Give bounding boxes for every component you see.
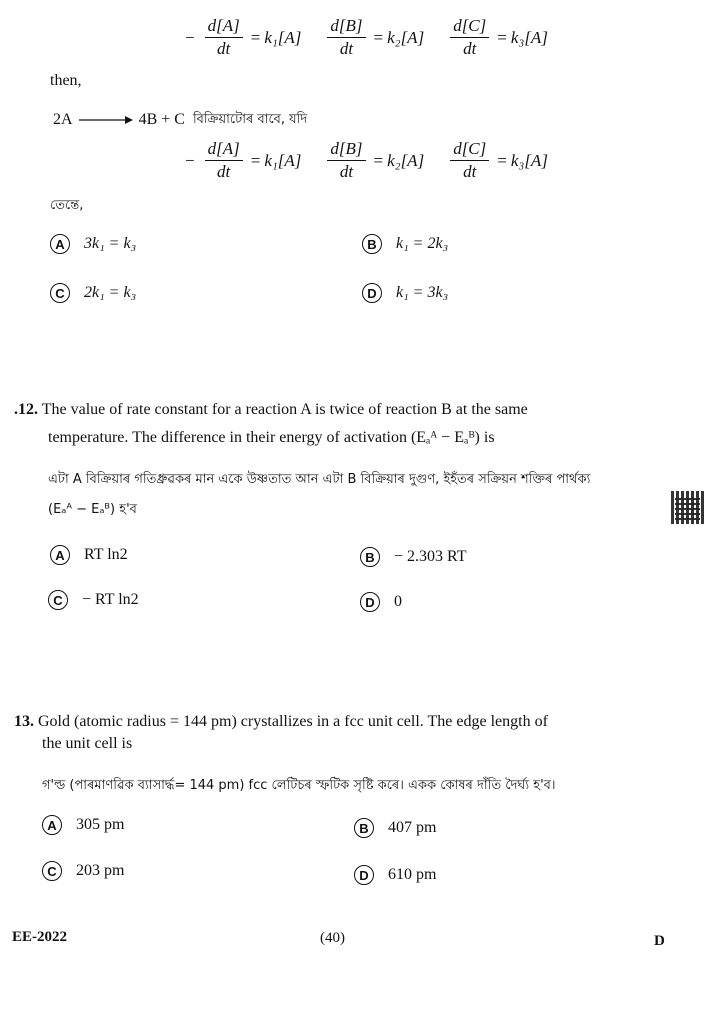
option-d-bubble[interactable]: D xyxy=(362,283,382,303)
option-c-text: − RT ln2 xyxy=(82,591,139,608)
rate-equation-1: − $\frac{d[A]}{dt}$ = k₁[A] $\frac{d[B]}{dt}$ = k₂[A] $\frac{d[C]}{dt}$ = k₃[A] xyxy=(185,16,548,58)
minus-sign: − xyxy=(185,150,195,170)
q13-option-d[interactable] xyxy=(354,865,436,885)
fraction-dB-dt: $\frac{d[B]}{dt}$ xyxy=(327,139,365,182)
option-a-text: 3k₁ = k₃ xyxy=(84,235,137,252)
reaction-arrow-icon xyxy=(77,114,135,126)
reaction-bn-text: বিক্ৰিয়াটোৰ বাবে, যদি xyxy=(192,112,308,127)
fraction-dA-dt: $\frac{d[A]}{dt}$ xyxy=(205,139,243,182)
rate-equation-2: − $\frac{d[A]}{dt}$ = k₁[A] $\frac{d[B]}{dt}$ = k₂[A] $\frac{d[C]}{dt}$ = k₃[A] xyxy=(185,139,548,181)
rate-term-k3: k₃[A] xyxy=(510,150,548,170)
option-c-bubble[interactable]: C xyxy=(42,861,62,881)
reaction-lhs: 2A xyxy=(53,111,73,128)
rate-term-k2: k₂[A] xyxy=(387,150,425,170)
q12-option-d[interactable] xyxy=(360,592,402,612)
rate-term-k1: k₁[A] xyxy=(264,150,302,170)
then-text: then, xyxy=(50,72,82,89)
q12-number: .12. xyxy=(14,401,38,418)
option-b-text: k₁ = 2k₃ xyxy=(396,235,449,252)
q12-bn-line2: (Eₐᴬ − Eₐᴮ) হ'ব xyxy=(48,502,137,517)
q12-line1: The value of rate constant for a reaction A is twice of reaction B at the same xyxy=(41,401,528,418)
option-c-text: 203 pm xyxy=(76,862,125,879)
option-b-text: 407 pm xyxy=(388,819,437,836)
rate-term-k1: k₁[A] xyxy=(264,27,302,47)
q11-option-a[interactable] xyxy=(50,234,136,254)
fraction-dA-dt: $\frac{d[A]}{dt}$ xyxy=(205,16,243,59)
qr-code-icon xyxy=(671,491,704,524)
q13-option-a[interactable] xyxy=(42,815,124,835)
q11-option-b[interactable] xyxy=(362,234,448,254)
option-b-bubble[interactable]: B xyxy=(354,818,374,838)
q12-option-c[interactable] xyxy=(48,590,139,610)
option-c-bubble[interactable]: C xyxy=(48,590,68,610)
q12-bn-line1: এটা A বিক্ৰিয়াৰ গতিধ্ৰুৱকৰ মান একে উষ্ণতাত আন এটা B বিক্ৰিয়াৰ দুগুণ, ইহঁতৰ সক্ৰিয়ন শক্তিৰ পাৰ্থক্য xyxy=(48,472,591,487)
option-b-bubble[interactable]: B xyxy=(360,547,380,567)
option-a-bubble[interactable]: A xyxy=(50,234,70,254)
q13-line2: the unit cell is xyxy=(42,735,133,752)
q13-bn-line1: গ'ল্ড (পাৰমাণৱিক ব্যাসাৰ্দ্ধ= 144 pm) fcc লেটিচৰ স্ফটিক সৃষ্টি কৰে। একক কোষৰ দাঁতি দৈৰ্ঘ্য হ'ব। xyxy=(42,778,556,793)
page-number: (40) xyxy=(320,930,345,946)
option-a-bubble[interactable]: A xyxy=(42,815,62,835)
q13-line1: Gold (atomic radius = 144 pm) crystallizes in a fcc unit cell. The edge length of xyxy=(38,713,548,730)
q12-option-b[interactable] xyxy=(360,547,467,567)
set-code: D xyxy=(654,933,665,949)
q11-option-d[interactable] xyxy=(362,283,448,303)
fraction-dC-dt: $\frac{d[C]}{dt}$ xyxy=(450,16,489,59)
q12-option-a[interactable] xyxy=(50,545,128,565)
option-b-text: − 2.303 RT xyxy=(394,548,467,565)
q13-option-c[interactable] xyxy=(42,861,124,881)
exam-code: EE-2022 xyxy=(12,929,68,945)
option-a-text: 305 pm xyxy=(76,816,125,833)
option-c-bubble[interactable]: C xyxy=(50,283,70,303)
reaction-line xyxy=(53,107,307,133)
option-a-bubble[interactable]: A xyxy=(50,545,70,565)
rate-term-k3: k₃[A] xyxy=(510,27,548,47)
q12-line2: temperature. The difference in their energy of activation (Eₐᴬ − Eₐᴮ) is xyxy=(48,429,495,446)
reaction-rhs: 4B + C xyxy=(138,111,185,128)
fraction-dC-dt: $\frac{d[C]}{dt}$ xyxy=(450,139,489,182)
minus-sign: − xyxy=(185,27,195,47)
q13-number: 13. xyxy=(14,713,34,730)
option-b-bubble[interactable]: B xyxy=(362,234,382,254)
tehe-text: তেন্তে, xyxy=(50,198,84,213)
option-d-bubble[interactable]: D xyxy=(354,865,374,885)
option-d-text: 0 xyxy=(394,593,402,610)
q11-option-c[interactable] xyxy=(50,283,136,303)
q13-option-b[interactable] xyxy=(354,818,436,838)
option-d-text: k₁ = 3k₃ xyxy=(396,284,449,301)
option-c-text: 2k₁ = k₃ xyxy=(84,284,137,301)
option-d-text: 610 pm xyxy=(388,866,437,883)
q12-question xyxy=(14,397,694,423)
fraction-dB-dt: $\frac{d[B]}{dt}$ xyxy=(327,16,365,59)
rate-term-k2: k₂[A] xyxy=(387,27,425,47)
option-d-bubble[interactable]: D xyxy=(360,592,380,612)
option-a-text: RT ln2 xyxy=(84,546,128,563)
